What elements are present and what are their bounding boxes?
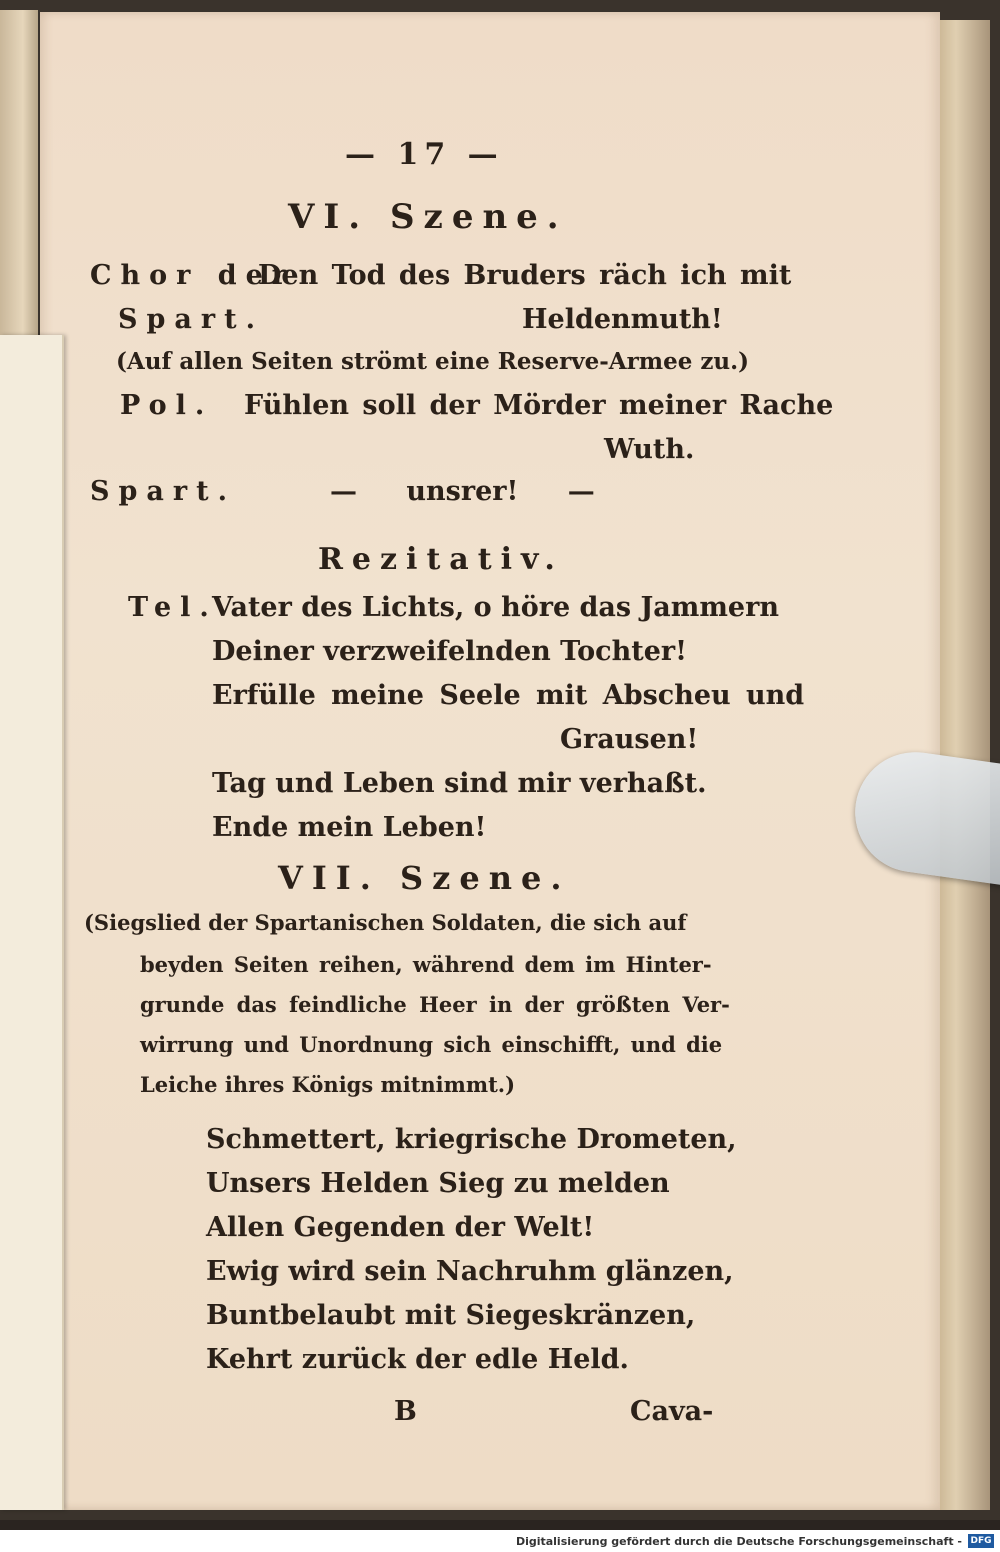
- page-number: — 17 —: [345, 137, 504, 172]
- song-line-2: Unsers Helden Sieg zu melden: [206, 1168, 670, 1199]
- scene-7-direction-line-1: (Siegslied der Spartanischen Soldaten, die sich auf: [84, 910, 687, 935]
- chor-line-2: Heldenmuth!: [522, 304, 723, 335]
- recitative-line-5: Tag und Leben sind mir verhaßt.: [212, 768, 707, 799]
- recitative-line-1: Vater des Lichts, o höre das Jammern: [212, 592, 779, 623]
- recitative-line-2: Deiner verzweifelnden Tochter!: [212, 636, 687, 667]
- scene-7-direction-line-5: Leiche ihres Königs mitnimmt.): [140, 1072, 516, 1097]
- speaker-tel: Tel.: [128, 592, 218, 623]
- catchword: Cava-: [630, 1396, 714, 1427]
- pol-line-1: Fühlen soll der Mörder meiner Rache: [244, 390, 834, 421]
- scene-7-direction-line-3: grunde das feindliche Heer in der größten Ver-: [140, 992, 730, 1017]
- scene-7-direction-line-2: beyden Seiten reihen, während dem im Hinter-: [140, 952, 712, 977]
- footer-credit: Digitalisierung gefördert durch die Deutsche Forschungsgemeinschaft -: [515, 1535, 962, 1548]
- chor-line-1: Den Tod des Bruders räch ich mit: [258, 260, 792, 291]
- scene-7-direction-line-4: wirrung und Unordnung sich einschifft, und die: [140, 1032, 723, 1057]
- signature-mark: B: [394, 1396, 417, 1427]
- recitative-line-4: Grausen!: [560, 724, 699, 755]
- paper-slip: [0, 335, 64, 1510]
- song-line-6: Kehrt zurück der edle Held.: [206, 1344, 629, 1375]
- spart-line: — unsrer! —: [330, 476, 595, 507]
- recitative-heading: Rezitativ.: [318, 542, 564, 577]
- recitative-line-6: Ende mein Leben!: [212, 812, 487, 843]
- recitative-line-3: Erfülle meine Seele mit Abscheu und: [212, 680, 805, 711]
- stage-direction-reserve: (Auf allen Seiten strömt eine Reserve-Armee zu.): [116, 348, 750, 375]
- speaker-pol: Pol.: [120, 390, 214, 421]
- song-line-4: Ewig wird sein Nachruhm glänzen,: [206, 1256, 734, 1287]
- song-line-5: Buntbelaubt mit Siegeskränzen,: [206, 1300, 696, 1331]
- speaker-chor-spart: Spart.: [118, 304, 264, 335]
- song-line-1: Schmettert, kriegrische Drometen,: [206, 1124, 737, 1155]
- song-line-3: Allen Gegenden der Welt!: [206, 1212, 595, 1243]
- scene-7-heading: VII. Szene.: [278, 859, 571, 897]
- pol-line-2: Wuth.: [604, 434, 695, 465]
- scene-6-heading: VI. Szene.: [288, 197, 568, 237]
- speaker-chor: Chor der: [90, 260, 296, 291]
- dfg-logo: DFG: [968, 1534, 994, 1548]
- speaker-spart: Spart.: [90, 476, 236, 507]
